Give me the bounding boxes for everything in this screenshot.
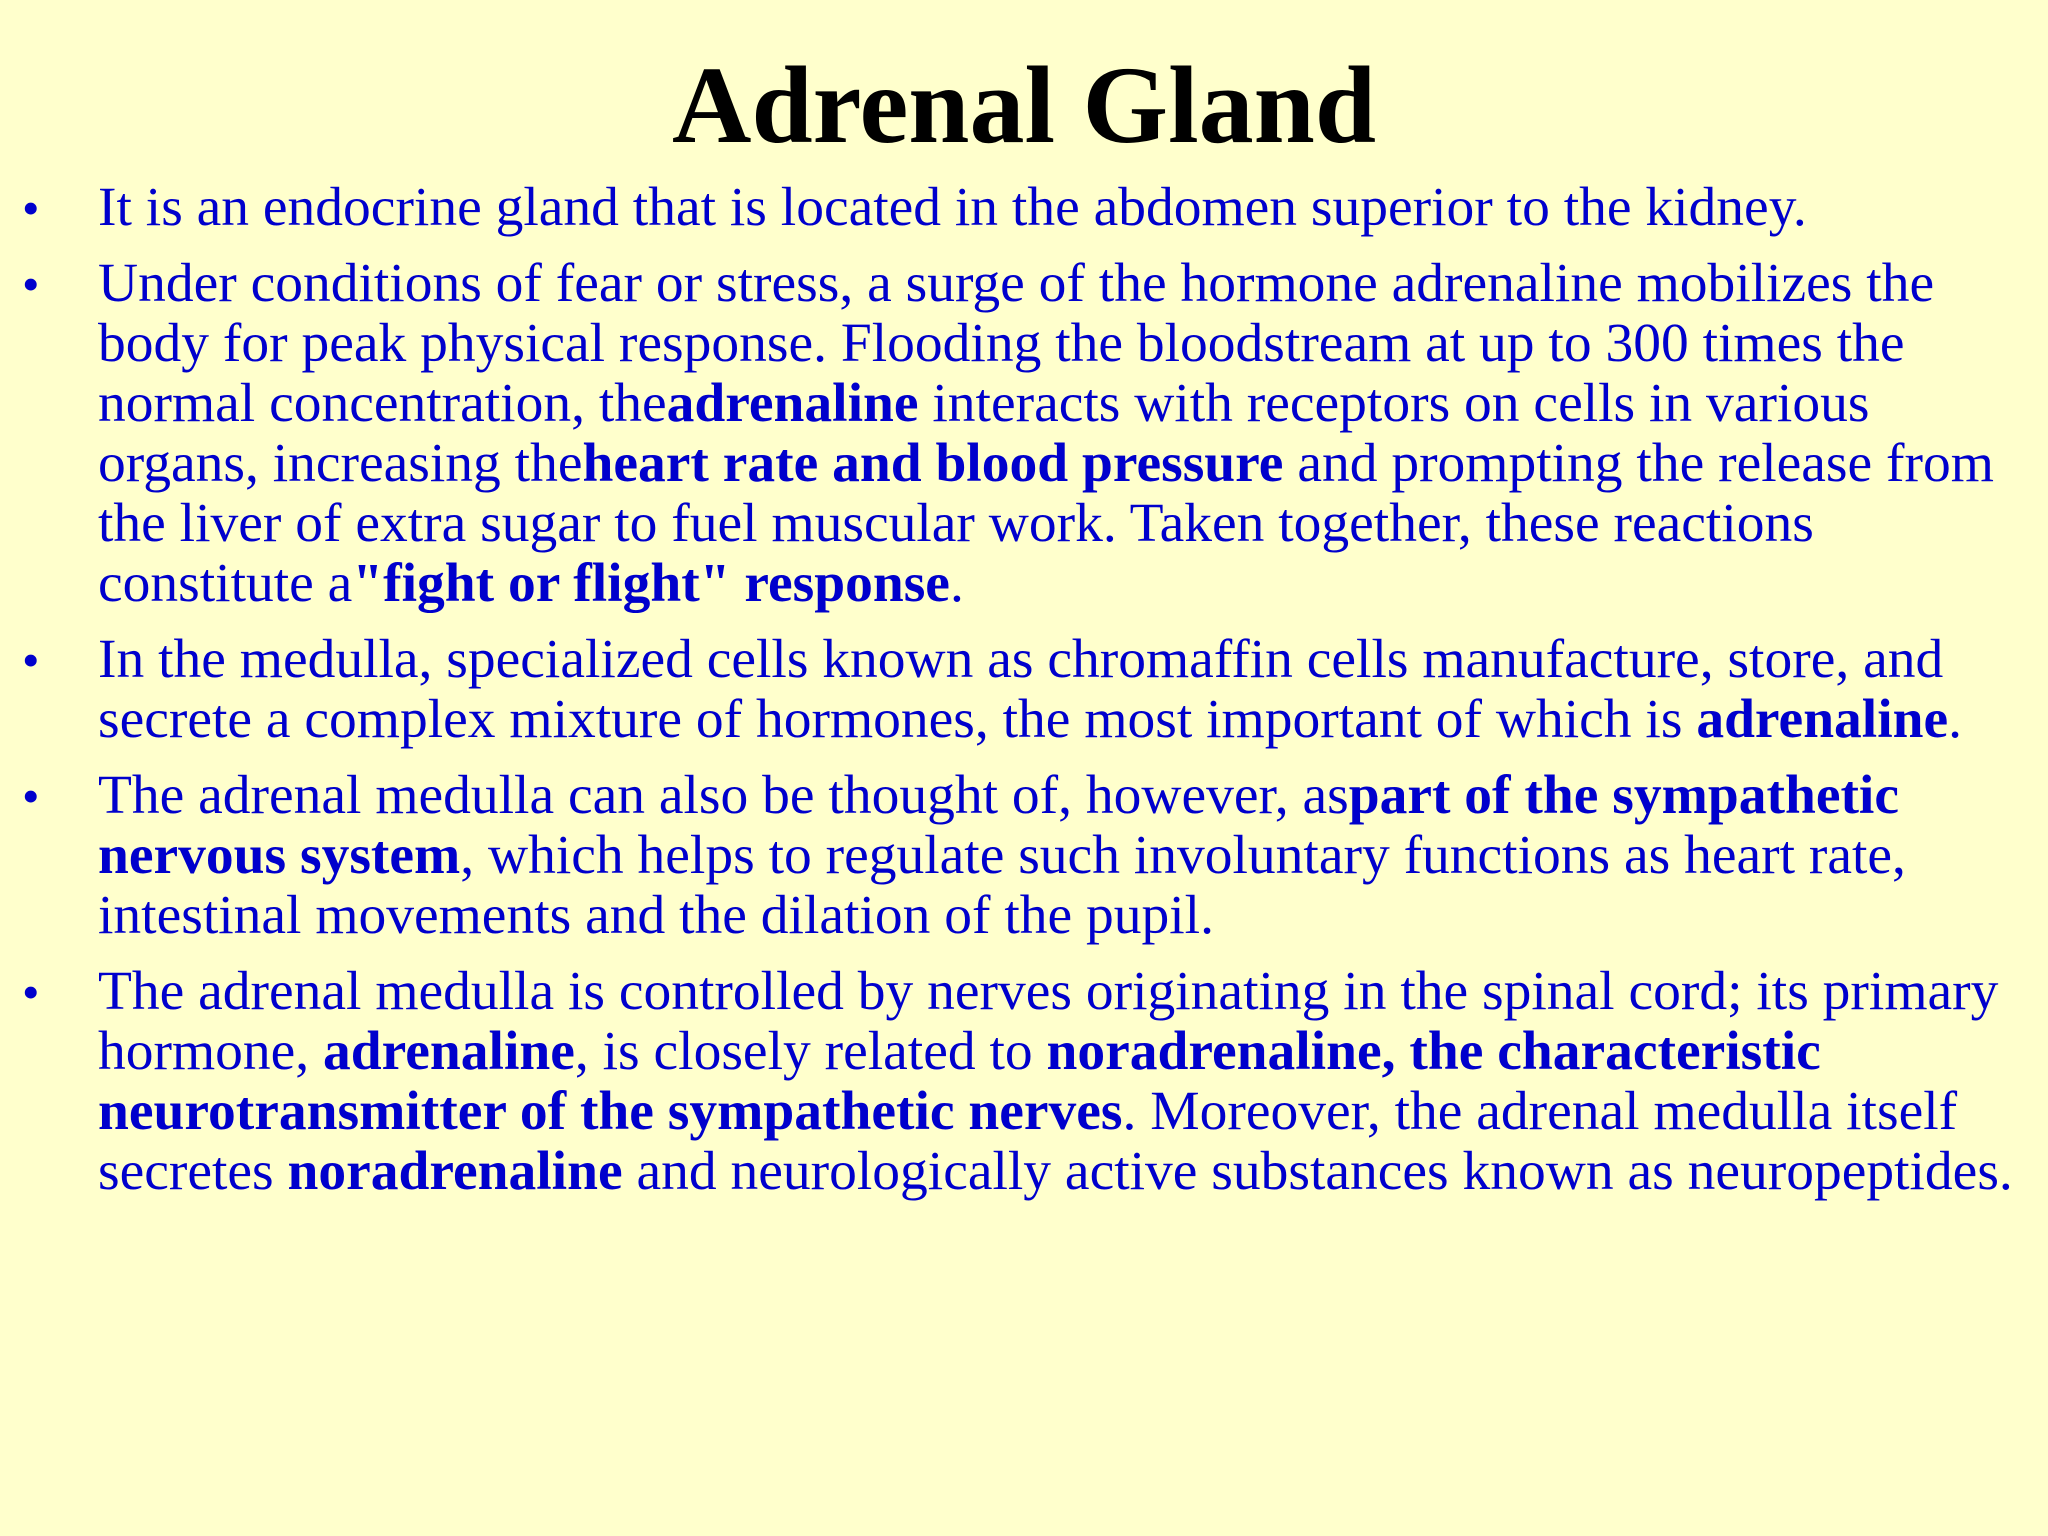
bullet-2-bold-fight-or-flight: "fight or flight" response (352, 553, 950, 614)
bullet-dot-icon: • (22, 964, 40, 1020)
bullet-dot-icon: • (22, 256, 40, 312)
bullet-item-1 (0, 178, 2048, 238)
bullet-4-text-1: The adrenal medulla can also be thought of, however, as (98, 765, 1349, 826)
bullet-3-text-2: . (1948, 689, 1963, 750)
slide-title: Adrenal Gland (672, 44, 1376, 166)
bullet-2-text-3: and prompting the release from the liver of extra sugar to fuel muscular work. Taken together, these reactions constitute a (98, 433, 1994, 614)
bullet-1-text: It is an endocrine gland that is located in the abdomen superior to the kidney. (98, 177, 1807, 238)
bullet-dot-icon: • (22, 180, 40, 236)
bullet-5-bold-noradrenaline-neurotransmitter: noradrenaline, the characteristic neurotransmitter of the sympathetic nerves (98, 1021, 1821, 1142)
bullet-4-bold-sympathetic: part of the sympathetic nervous system (98, 765, 1899, 886)
bullet-2-text-1: Under conditions of fear or stress, a surge of the hormone adrenaline mobilizes the body for peak physical response. Flooding the bloodstream at up to 300 times the normal concentration, the (98, 253, 1935, 434)
bullet-5-text-1: The adrenal medulla is controlled by nerves originating in the spinal cord; its primary hormone, (98, 961, 1999, 1082)
bullet-item-3 (0, 630, 2048, 750)
bullet-5-text-4: and neurologically active substances known as neuropeptides. (622, 1141, 2013, 1202)
bullet-2-text-4: . (949, 553, 964, 614)
bullet-2-text-2: interacts with receptors on cells in various organs, increasing the (98, 373, 1870, 494)
bullet-dot-icon: • (22, 768, 40, 824)
bullet-2-bold-heart-rate: heart rate and blood pressure (582, 433, 1284, 494)
bullet-3-text-1: In the medulla, specialized cells known as chromaffin cells manufacture, store, and secrete a complex mixture of hormones, the most important of which is (98, 629, 1944, 750)
bullet-5-bold-adrenaline: adrenaline (323, 1021, 575, 1082)
bullet-5-bold-noradrenaline: noradrenaline (287, 1141, 623, 1202)
bullet-item-5 (0, 962, 2048, 1202)
bullet-2-bold-adrenaline: adrenaline (666, 373, 919, 434)
bullet-5-text-2: , is closely related to (574, 1021, 1047, 1082)
bullet-item-4 (0, 766, 2048, 946)
bullet-list (0, 178, 2048, 1218)
bullet-4-text-2: , which helps to regulate such involuntary functions as heart rate, intestinal movements and the dilation of the pupil. (98, 825, 1906, 946)
bullet-5-text-3: . Moreover, the adrenal medulla itself secretes (98, 1081, 1958, 1202)
bullet-item-2 (0, 254, 2048, 614)
bullet-dot-icon: • (22, 632, 40, 688)
bullet-3-bold-adrenaline: adrenaline (1696, 689, 1949, 750)
